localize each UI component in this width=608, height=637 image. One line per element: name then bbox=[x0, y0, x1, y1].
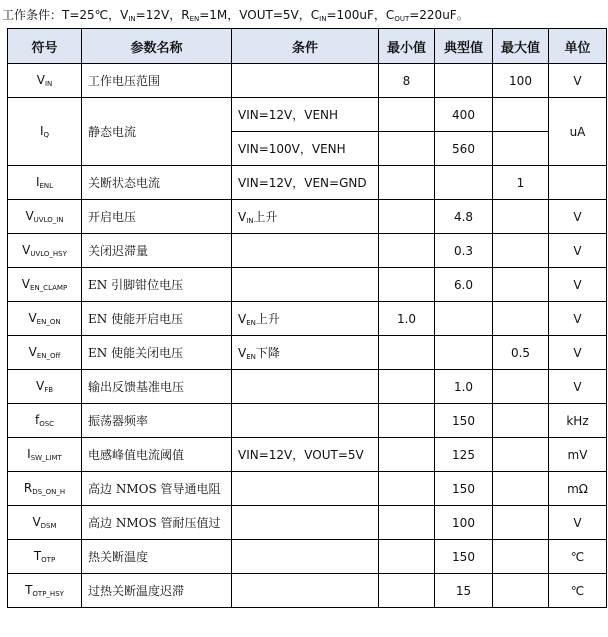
header-parameter: 参数名称 bbox=[82, 29, 232, 64]
table-row bbox=[8, 574, 607, 608]
symbol-cell bbox=[8, 540, 82, 574]
symbol-subscript: EN_ON bbox=[36, 318, 61, 326]
typ-cell: 150 bbox=[435, 472, 493, 506]
electrical-characteristics-table bbox=[7, 28, 607, 608]
condition-cell: VIN=12V，VENH bbox=[232, 98, 379, 132]
symbol-subscript: UVLO_IN bbox=[33, 216, 64, 224]
parameter-name-cell: EN 使能开启电压 bbox=[82, 302, 232, 336]
symbol-letter: V bbox=[28, 311, 37, 325]
condition-cell bbox=[232, 302, 379, 336]
typ-cell: 560 bbox=[435, 132, 493, 166]
table-row bbox=[8, 506, 607, 540]
parameter-name-cell: EN 引脚钳位电压 bbox=[82, 268, 232, 302]
table-row bbox=[8, 64, 607, 98]
max-cell: 1 bbox=[493, 166, 549, 200]
symbol-letter: V bbox=[28, 345, 37, 359]
symbol-letter: V bbox=[32, 515, 41, 529]
unit-cell: mV bbox=[549, 438, 607, 472]
unit-cell: V bbox=[549, 506, 607, 540]
parameter-name-cell: EN 使能关闭电压 bbox=[82, 336, 232, 370]
typ-cell: 100 bbox=[435, 506, 493, 540]
min-cell bbox=[379, 506, 435, 540]
operating-conditions: 工作条件：T=25℃，$V_{IN}=12V$，$R_{EN}=1M$，VOUT=5V，$C_{IN}=100uF$，$C_{OUT}=220uF$。 bbox=[2, 8, 469, 23]
header-symbol: 符号 bbox=[8, 29, 82, 64]
table-row bbox=[8, 404, 607, 438]
table-row bbox=[8, 370, 607, 404]
parameter-name-cell: 高边 NMOS 管耐压值过 bbox=[82, 506, 232, 540]
symbol-letter: V bbox=[36, 73, 45, 87]
condition-text: V bbox=[238, 210, 247, 224]
condition-cell bbox=[232, 506, 379, 540]
symbol-cell bbox=[8, 438, 82, 472]
symbol-subscript: OTP bbox=[41, 556, 56, 564]
unit-cell: V bbox=[549, 302, 607, 336]
min-cell: 1.0 bbox=[379, 302, 435, 336]
condition-cell bbox=[232, 64, 379, 98]
typ-cell: 150 bbox=[435, 404, 493, 438]
typ-cell: 6.0 bbox=[435, 268, 493, 302]
min-cell bbox=[379, 336, 435, 370]
symbol-letter: T bbox=[25, 583, 33, 597]
typ-cell: 4.8 bbox=[435, 200, 493, 234]
condition-text: V bbox=[238, 312, 247, 326]
condition-tail: 上升 bbox=[255, 312, 280, 326]
unit-cell bbox=[549, 166, 607, 200]
symbol-letter: V bbox=[22, 243, 31, 257]
header-condition: 条件 bbox=[232, 29, 379, 64]
symbol-letter: R bbox=[23, 481, 33, 495]
min-cell bbox=[379, 404, 435, 438]
condition-cell: VIN=100V，VENH bbox=[232, 132, 379, 166]
unit-cell: V bbox=[549, 268, 607, 302]
unit-cell: V bbox=[549, 370, 607, 404]
condition-cell bbox=[232, 268, 379, 302]
condition-cell bbox=[232, 200, 379, 234]
condition-cell: VIN=12V，VEN=GND bbox=[232, 166, 379, 200]
condition-cell bbox=[232, 336, 379, 370]
symbol-cell bbox=[8, 472, 82, 506]
typ-cell: 150 bbox=[435, 540, 493, 574]
condition-cell bbox=[232, 234, 379, 268]
symbol-letter: I bbox=[35, 175, 40, 189]
unit-cell: V bbox=[549, 336, 607, 370]
table-row bbox=[8, 438, 607, 472]
table-row bbox=[8, 472, 607, 506]
parameter-name-cell: 工作电压范围 bbox=[82, 64, 232, 98]
condition-cell: VIN=12V，VOUT=5V bbox=[232, 438, 379, 472]
max-cell bbox=[493, 200, 549, 234]
min-cell bbox=[379, 234, 435, 268]
parameter-name-cell: 关断状态电流 bbox=[82, 166, 232, 200]
parameter-name-cell: 关闭迟滞量 bbox=[82, 234, 232, 268]
header-unit: 单位 bbox=[549, 29, 607, 64]
header-typ: 典型值 bbox=[435, 29, 493, 64]
min-cell bbox=[379, 438, 435, 472]
symbol-cell bbox=[8, 64, 82, 98]
symbol-subscript: OSC bbox=[39, 420, 55, 428]
condition-cell bbox=[232, 574, 379, 608]
typ-cell: 15 bbox=[435, 574, 493, 608]
unit-cell: ℃ bbox=[549, 540, 607, 574]
table-row bbox=[8, 98, 607, 132]
symbol-cell bbox=[8, 336, 82, 370]
table-row bbox=[8, 166, 607, 200]
symbol-letter: T bbox=[33, 549, 42, 563]
condition-subscript: EN bbox=[246, 353, 256, 361]
symbol-cell bbox=[8, 574, 82, 608]
symbol-subscript: UVLO_HSY bbox=[30, 250, 67, 258]
condition-cell bbox=[232, 370, 379, 404]
min-cell: 8 bbox=[379, 64, 435, 98]
condition-cell bbox=[232, 540, 379, 574]
symbol-cell bbox=[8, 506, 82, 540]
unit-cell: V bbox=[549, 200, 607, 234]
max-cell bbox=[493, 268, 549, 302]
max-cell bbox=[493, 540, 549, 574]
max-cell bbox=[493, 370, 549, 404]
parameter-name-cell: 高边 NMOS 管导通电阻 bbox=[82, 472, 232, 506]
symbol-cell bbox=[8, 370, 82, 404]
condition-text: V bbox=[238, 346, 247, 360]
min-cell bbox=[379, 472, 435, 506]
symbol-subscript: DSM bbox=[40, 522, 57, 530]
unit-cell: V bbox=[549, 64, 607, 98]
max-cell: 100 bbox=[493, 64, 549, 98]
max-cell bbox=[493, 234, 549, 268]
symbol-cell bbox=[8, 166, 82, 200]
condition-cell bbox=[232, 404, 379, 438]
condition-subscript: EN bbox=[246, 319, 256, 327]
symbol-letter: I bbox=[27, 447, 31, 461]
max-cell bbox=[493, 98, 549, 132]
typ-cell bbox=[435, 166, 493, 200]
symbol-subscript: ENL bbox=[39, 182, 54, 190]
table-header-row bbox=[8, 29, 607, 64]
condition-cell bbox=[232, 472, 379, 506]
min-cell bbox=[379, 200, 435, 234]
parameter-name-cell: 输出反馈基准电压 bbox=[82, 370, 232, 404]
unit-cell: kHz bbox=[549, 404, 607, 438]
typ-cell bbox=[435, 336, 493, 370]
symbol-cell bbox=[8, 200, 82, 234]
min-cell bbox=[379, 574, 435, 608]
symbol-cell bbox=[8, 268, 82, 302]
parameter-name-cell: 开启电压 bbox=[82, 200, 232, 234]
max-cell: 0.5 bbox=[493, 336, 549, 370]
min-cell bbox=[379, 540, 435, 574]
parameter-name-cell: 静态电流 bbox=[82, 98, 232, 166]
typ-cell bbox=[435, 302, 493, 336]
symbol-subscript: SW_LIMT bbox=[30, 454, 62, 462]
unit-cell: mΩ bbox=[549, 472, 607, 506]
symbol-cell bbox=[8, 234, 82, 268]
typ-cell: 0.3 bbox=[435, 234, 493, 268]
symbol-letter: f bbox=[34, 413, 40, 427]
symbol-subscript: Q bbox=[43, 131, 50, 139]
table-row bbox=[8, 234, 607, 268]
symbol-subscript: DS_ON_H bbox=[32, 488, 66, 496]
parameter-name-cell: 热关断温度 bbox=[82, 540, 232, 574]
max-cell bbox=[493, 132, 549, 166]
symbol-letter: I bbox=[39, 124, 44, 138]
symbol-subscript: EN_Off bbox=[36, 352, 61, 360]
symbol-cell bbox=[8, 98, 82, 166]
min-cell bbox=[379, 132, 435, 166]
unit-cell: uA bbox=[549, 98, 607, 166]
typ-cell: 400 bbox=[435, 98, 493, 132]
table-row bbox=[8, 268, 607, 302]
symbol-letter: V bbox=[35, 379, 45, 393]
condition-tail: 下降 bbox=[255, 346, 280, 360]
symbol-subscript: FB bbox=[44, 386, 54, 394]
max-cell bbox=[493, 506, 549, 540]
symbol-cell bbox=[8, 302, 82, 336]
max-cell bbox=[493, 574, 549, 608]
min-cell bbox=[379, 370, 435, 404]
typ-cell: 125 bbox=[435, 438, 493, 472]
max-cell bbox=[493, 472, 549, 506]
min-cell bbox=[379, 268, 435, 302]
max-cell bbox=[493, 438, 549, 472]
min-cell bbox=[379, 166, 435, 200]
parameter-name-cell: 振荡器频率 bbox=[82, 404, 232, 438]
min-cell bbox=[379, 98, 435, 132]
table-body bbox=[8, 64, 607, 608]
condition-subscript: IN bbox=[246, 217, 254, 225]
symbol-cell bbox=[8, 404, 82, 438]
typ-cell bbox=[435, 64, 493, 98]
symbol-subscript: OTP_HSY bbox=[32, 590, 64, 598]
max-cell bbox=[493, 302, 549, 336]
table-row bbox=[8, 302, 607, 336]
symbol-letter: V bbox=[21, 277, 31, 291]
unit-cell: V bbox=[549, 234, 607, 268]
symbol-subscript: EN_CLAMP bbox=[30, 284, 68, 292]
header-min: 最小值 bbox=[379, 29, 435, 64]
symbol-subscript: IN bbox=[44, 80, 53, 88]
unit-cell: ℃ bbox=[549, 574, 607, 608]
table-row bbox=[8, 540, 607, 574]
symbol-letter: V bbox=[25, 209, 34, 223]
parameter-name-cell: 过热关断温度迟滞 bbox=[82, 574, 232, 608]
typ-cell: 1.0 bbox=[435, 370, 493, 404]
condition-tail: 上升 bbox=[253, 210, 278, 224]
parameter-name-cell: 电感峰值电流阈值 bbox=[82, 438, 232, 472]
header-max: 最大值 bbox=[493, 29, 549, 64]
table-row bbox=[8, 200, 607, 234]
max-cell bbox=[493, 404, 549, 438]
table-row bbox=[8, 336, 607, 370]
